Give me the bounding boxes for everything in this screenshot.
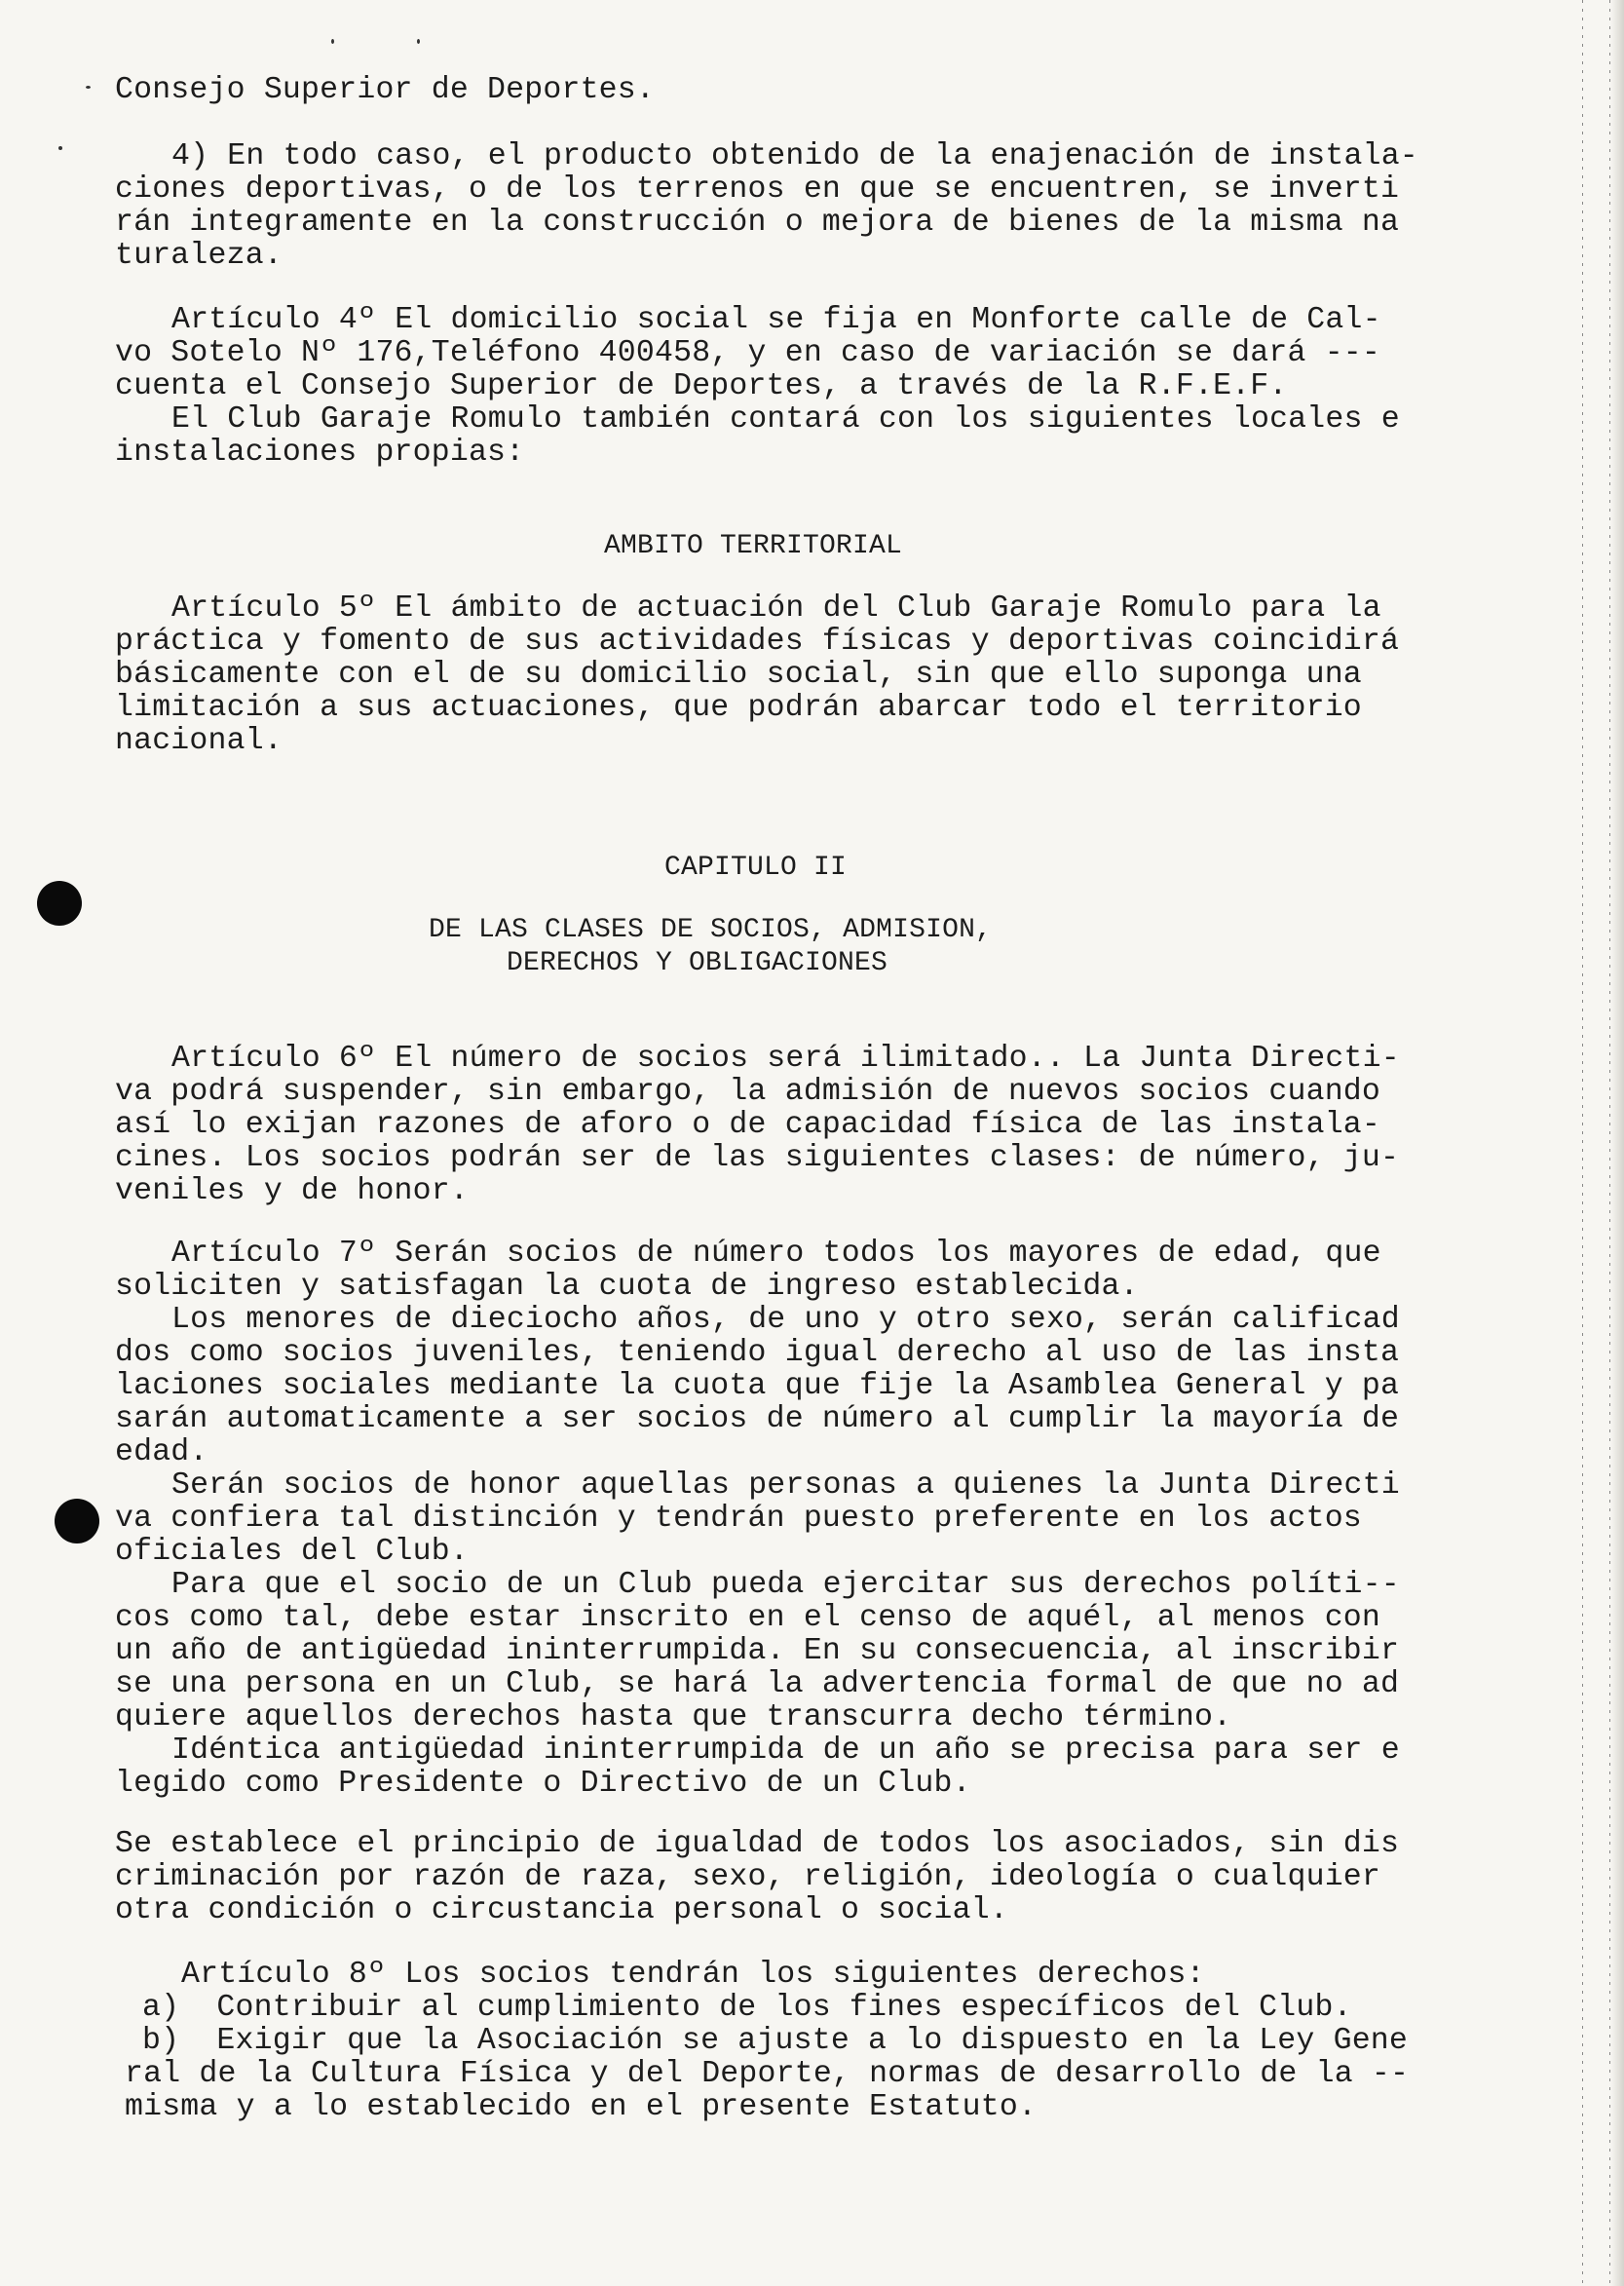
text-line: se una persona en un Club, se hará la advertencia formal de que no ad <box>115 1667 1400 1701</box>
punch-hole-lower <box>55 1499 99 1543</box>
list-item: a) Contribuir al cumplimiento de los fines específicos del Club. <box>142 1991 1352 2025</box>
page-edge-shadow <box>1610 0 1624 2286</box>
text-line: Se establece el principio de igualdad de todos los asociados, sin dis <box>115 1827 1400 1861</box>
text-line: El Club Garaje Romulo también contará con los siguientes locales e <box>171 402 1400 437</box>
text-line: misma y a lo establecido en el presente Estatuto. <box>125 2090 1038 2124</box>
text-line: Artículo 4º El domicilio social se fija en Monforte calle de Cal- <box>171 303 1381 337</box>
text-line: un año de antigüedad ininterrumpida. En su consecuencia, al inscribir <box>115 1634 1400 1668</box>
text-line: ciones deportivas, o de los terrenos en que se encuentren, se inverti <box>115 172 1400 207</box>
ink-speck <box>331 39 334 44</box>
ink-speck <box>58 146 62 150</box>
text-line: va confiera tal distinción y tendrán puesto preferente en los actos <box>115 1502 1362 1536</box>
text-line: rán integramente en la construcción o mejora de bienes de la misma na <box>115 206 1400 240</box>
text-line: edad. <box>115 1435 208 1469</box>
text-line: cos como tal, debe estar inscrito en el censo de aquél, al menos con <box>115 1601 1381 1635</box>
text-line: veniles y de honor. <box>115 1174 469 1208</box>
text-line: Idéntica antigüedad ininterrumpida de un año se precisa para ser e <box>171 1734 1400 1768</box>
chapter-subtitle: DE LAS CLASES DE SOCIOS, ADMISION, <box>429 915 993 945</box>
punch-hole-upper <box>37 881 82 926</box>
text-line: práctica y fomento de sus actividades físicas y deportivas coincidirá <box>115 625 1400 659</box>
text-line: sarán automaticamente a ser socios de número al cumplir la mayoría de <box>115 1402 1400 1436</box>
text-line: soliciten y satisfagan la cuota de ingreso establecida. <box>115 1270 1139 1304</box>
text-line: va podrá suspender, sin embargo, la admisión de nuevos socios cuando <box>115 1075 1381 1109</box>
text-line: instalaciones propias: <box>115 436 525 470</box>
text-line: limitación a sus actuaciones, que podrán abarcar todo el territorio <box>115 691 1362 725</box>
text-line: Artículo 5º El ámbito de actuación del Club Garaje Romulo para la <box>171 591 1381 626</box>
text-line: ral de la Cultura Física y del Deporte, normas de desarrollo de la -- <box>125 2057 1410 2091</box>
text-line: Artículo 8º Los socios tendrán los siguientes derechos: <box>181 1958 1205 1992</box>
text-line: Serán socios de honor aquellas personas a quienes la Junta Directi <box>171 1468 1400 1503</box>
text-line: Para que el socio de un Club pueda ejercitar sus derechos políti-- <box>171 1568 1400 1602</box>
text-line: cuenta el Consejo Superior de Deportes, a través de la R.F.E.F. <box>115 369 1288 403</box>
text-line: vo Sotelo Nº 176,Teléfono 400458, y en caso de variación se dará --- <box>115 336 1381 370</box>
margin-dot-trail <box>1582 0 1583 2286</box>
text-line: otra condición o circustancia personal o social. <box>115 1893 1008 1927</box>
ink-speck <box>86 86 91 89</box>
text-line: cines. Los socios podrán ser de las siguientes clases: de número, ju- <box>115 1141 1400 1175</box>
text-line: nacional. <box>115 724 283 758</box>
list-item: b) Exigir que la Asociación se ajuste a lo dispuesto en la Ley Gene <box>142 2024 1409 2058</box>
text-line: quiere aquellos derechos hasta que transcurra decho término. <box>115 1700 1232 1734</box>
text-line: así lo exijan razones de aforo o de capacidad física de las instala- <box>115 1108 1381 1142</box>
text-line: dos como socios juveniles, teniendo igual derecho al uso de las insta <box>115 1336 1400 1370</box>
text-line: Consejo Superior de Deportes. <box>115 73 655 107</box>
text-line: laciones sociales mediante la cuota que fije la Asamblea General y pa <box>115 1369 1400 1403</box>
text-line: Los menores de dieciocho años, de uno y otro sexo, serán calificad <box>171 1303 1400 1337</box>
text-line: oficiales del Club. <box>115 1535 469 1569</box>
chapter-heading: CAPITULO II <box>664 853 848 883</box>
text-line: criminación por razón de raza, sexo, religión, ideología o cualquier <box>115 1860 1381 1894</box>
chapter-subtitle: DERECHOS Y OBLIGACIONES <box>507 948 888 978</box>
text-line: legido como Presidente o Directivo de un Club. <box>115 1767 971 1801</box>
text-line: 4) En todo caso, el producto obtenido de la enajenación de instala- <box>171 139 1418 173</box>
ink-speck <box>417 39 420 44</box>
text-line: Artículo 7º Serán socios de número todos los mayores de edad, que <box>171 1237 1381 1271</box>
text-line: turaleza. <box>115 239 283 273</box>
text-line: básicamente con el de su domicilio social, sin que ello suponga una <box>115 658 1362 692</box>
section-heading: AMBITO TERRITORIAL <box>604 531 903 561</box>
margin-dot-trail <box>1609 0 1610 2286</box>
text-line: Artículo 6º El número de socios será ilimitado.. La Junta Directi- <box>171 1042 1400 1076</box>
